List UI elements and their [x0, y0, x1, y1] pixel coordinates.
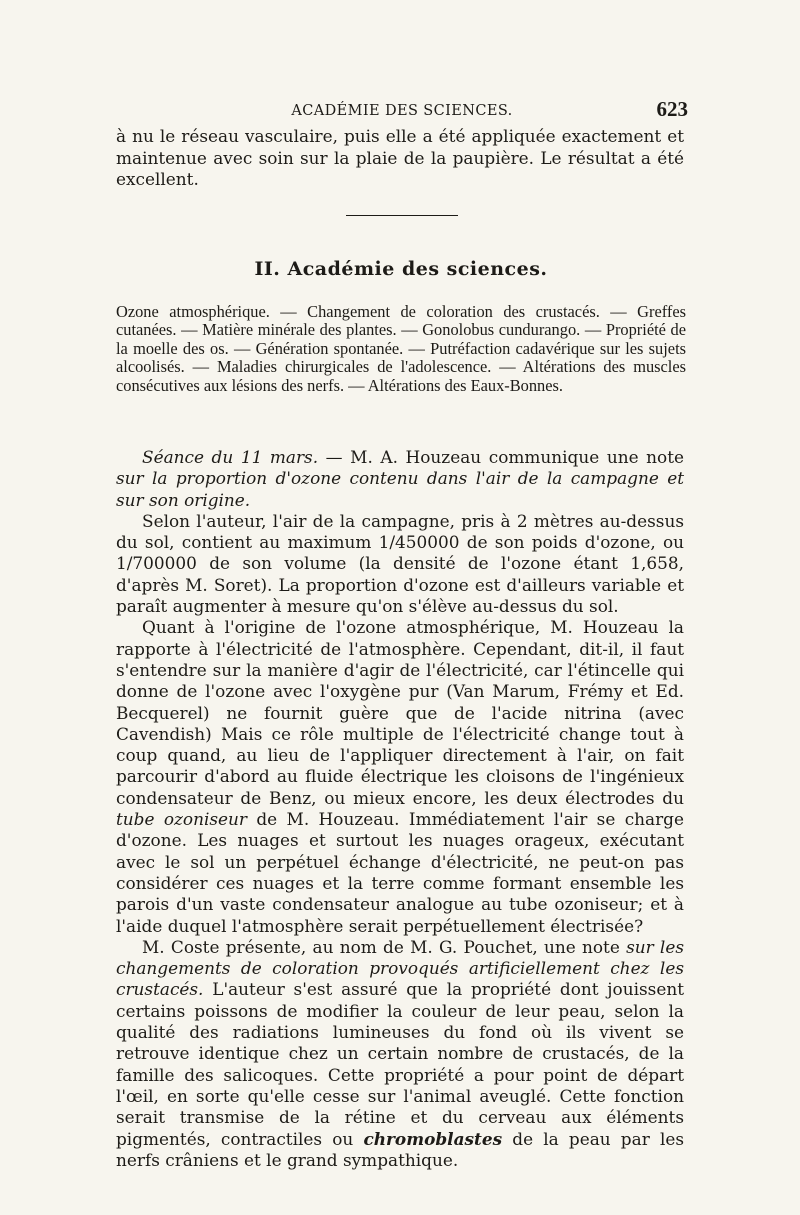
seance-lead: — M. A. Houzeau communique une note: [318, 447, 684, 467]
paragraph-ozone-origin: [116, 617, 684, 936]
paragraph-ozone-measure: Selon l'auteur, l'air de la campagne, pris à 2 mètres au-dessus du sol, contient au maximum 1/450000 de son poids d'ozone, ou 1/700000 de son volume (la densité de l'ozone étant 1,658, d'après M. Soret). La proportion d'ozone est d'ailleurs variable et paraît augmenter à mesure qu'on s'élève au-dessus du sol.: [116, 510, 684, 617]
paragraph-crustaceans: [116, 937, 684, 1171]
main-text: [116, 447, 684, 1171]
section-heading: II. Académie des sciences.: [254, 258, 548, 280]
seance-date: Séance du 11 mars.: [142, 447, 319, 467]
page-number: 623: [656, 97, 688, 121]
p2-italic: tube ozoniseur: [116, 809, 247, 830]
running-head: [116, 97, 688, 127]
note-title: sur la proportion d'ozone contenu dans l'air de la campagne et sur son origine.: [116, 468, 684, 510]
p3-text-b: L'auteur s'est assuré que la propriété dont jouissent certains poissons de modifier la couleur de leur peau, selon la qualité des radiations lumineuses du fond où ils vivent se retrouve identique chez un certain nombre de crustacés, de la famille des salicoques. Cette propriété a pour point de départ l'œil, en sorte qu'elle cesse sur l'animal aveuglé. Cette fonction serait transmise de la rétine et du cerveau aux éléments pigmentés, contractiles ou: [116, 979, 684, 1149]
intro-paragraph: à nu le réseau vasculaire, puis elle a été appliquée exactement et maintenue avec soin sur la plaie de la paupière. Le résultat a été excellent.: [116, 126, 684, 190]
p3-italic-term: chromoblastes: [363, 1128, 503, 1149]
p3-italic-title: sur les changements de coloration provoqués artificiellement chez les crustacés.: [116, 936, 684, 1000]
seance-paragraph: [116, 447, 684, 511]
p3-text-a: M. Coste présente, au nom de M. G. Pouchet, une note: [142, 936, 627, 957]
section-divider: [346, 215, 458, 216]
p3-text-c: de la peau par les nerfs crâniens et le grand sympathique.: [116, 1128, 685, 1170]
running-title: ACADÉMIE DES SCIENCES.: [291, 103, 513, 119]
section-summary: Ozone atmosphérique. — Changement de coloration des crustacés. — Greffes cutanées. — Matière minérale des plantes. — Gonolobus cundurango. — Propriété de la moelle des os. — Génération spontanée. — Putréfaction cadavérique sur les sujets alcoolisés. — Maladies chirurgicales de l'adolescence. — Altérations des muscles consécutives aux lésions des nerfs. — Altérations des Eaux-Bonnes.: [116, 302, 686, 395]
p2-text-b: de M. Houzeau. Immédiatement l'air se charge d'ozone. Les nuages et surtout les nuages orageux, exécutant avec le sol un perpétuel échange d'électricité, ne peut-on pas considérer ces nuages et la terre comme formant ensemble les parois d'un vaste condensateur analogue au tube ozoniseur; et à l'aide duquel l'atmosphère serait perpétuellement électrisée?: [116, 809, 684, 936]
p2-text-a: Quant à l'origine de l'ozone atmosphérique, M. Houzeau la rapporte à l'électricité de l'atmosphère. Cependant, dit-il, il faut s'entendre sur la manière d'agir de l'électricité, car l'étincelle qui donne de l'ozone avec l'oxygène pur (Van Marum, Frémy et Ed. Becquerel) ne fournit guère que de l'acide nitrina (avec Cavendish) Mais ce rôle multiple de l'électricité change tout à coup quand, au lieu de l'appliquer directement à l'air, on fait parcourir d'abord au fluide électrique les cloisons de l'ingénieux condensateur de Benz, ou mieux encore, les deux électrodes du: [116, 617, 684, 808]
intro-paragraph-block: [116, 126, 684, 191]
